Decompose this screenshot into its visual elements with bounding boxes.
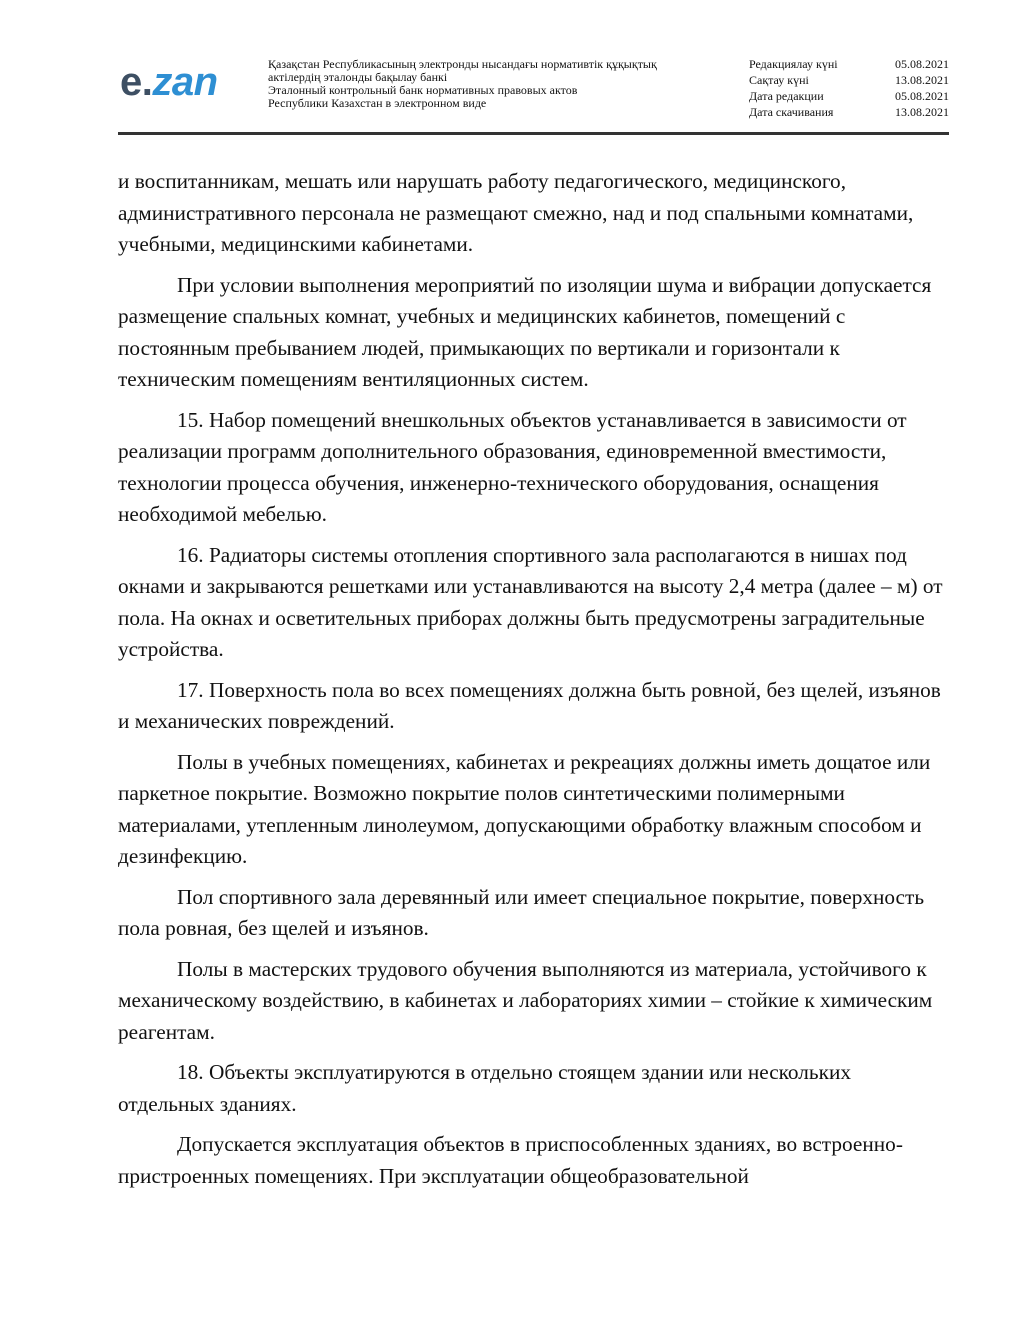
meta-value: 05.08.2021 — [895, 57, 949, 71]
meta-label: Дата редакции — [749, 89, 824, 103]
paragraph: 16. Радиаторы системы отопления спортивного зала располагаются в нишах под окнами и закрываются решетками или устанавливаются на высоту 2,4 метра (далее – м) от пола. На окнах и осветительных приборах должны быть предусмотрены заградительные устройства. — [118, 542, 943, 661]
logo-e: e — [120, 60, 142, 104]
paragraph: Полы в мастерских трудового обучения выполняются из материала, устойчивого к механическому воздействию, в кабинетах и лабораториях химии – стойкие к химическим реагентам. — [118, 956, 933, 1044]
paragraph: 18. Объекты эксплуатируются в отдельно стоящем здании или нескольких отдельных зданиях. — [118, 1060, 852, 1116]
paragraph: и воспитанникам, мешать или нарушать работу педагогического, медицинского, административного персонала не размещают смежно, над и под спальными комнатами, учебными, медицинскими кабинетами. — [118, 169, 914, 256]
paragraph: Допускается эксплуатация объектов в приспособленных зданиях, во встроенно-пристроенных помещениях. При эксплуатации общеобразовательной — [118, 1132, 903, 1188]
header-dates — [749, 56, 949, 120]
meta-row — [749, 88, 949, 104]
document-header — [118, 56, 949, 136]
paragraph: 15. Набор помещений внешкольных объектов устанавливается в зависимости от реализации программ дополнительного образования, единовременной вместимости, технологии процесса обучения, инженерно-технического оборудования, оснащения необходимой мебелью. — [118, 407, 907, 526]
header-line: Республики Казахстан в электронном виде — [268, 96, 487, 110]
header-line: Қазақстан Республикасының электронды нысандағы нормативтік құқықтық — [268, 57, 657, 71]
meta-label: Дата скачивания — [749, 105, 834, 119]
meta-value: 13.08.2021 — [895, 73, 949, 87]
header-bank-title — [268, 58, 728, 110]
logo-zan: zan — [152, 60, 218, 104]
paragraph: 17. Поверхность пола во всех помещениях должна быть ровной, без щелей, изъянов и механических повреждений. — [118, 677, 941, 733]
header-line: Эталонный контрольный банк нормативных правовых актов — [268, 83, 578, 97]
meta-label: Редакциялау күні — [749, 57, 838, 71]
meta-value: 05.08.2021 — [895, 89, 949, 103]
paragraph: При условии выполнения мероприятий по изоляции шума и вибрации допускается размещение спальных комнат, учебных и медицинских кабинетов, помещений с постоянным пребыванием людей, примыкающих по вертикали и горизонтали к техническим помещениям вентиляционных систем. — [118, 272, 932, 391]
meta-label: Сақтау күні — [749, 73, 809, 87]
meta-value: 13.08.2021 — [895, 105, 949, 119]
header-line: актілердің эталонды бақылау банкі — [268, 70, 448, 84]
paragraph: Полы в учебных помещениях, кабинетах и рекреациях должны иметь дощатое или паркетное покрытие. Возможно покрытие полов синтетическими полимерными материалами, утепленным линолеумом, допускающими обработку влажным способом и дезинфекцию. — [118, 749, 931, 868]
logo-dot: . — [141, 60, 153, 104]
paragraph: Пол спортивного зала деревянный или имеет специальное покрытие, поверхность пола ровная, без щелей и изъянов. — [118, 884, 925, 940]
document-body — [118, 166, 948, 1201]
header-divider — [118, 132, 949, 135]
meta-row — [749, 72, 949, 88]
meta-row — [749, 104, 949, 120]
meta-row — [749, 56, 949, 72]
ezan-logo[interactable] — [120, 62, 218, 102]
